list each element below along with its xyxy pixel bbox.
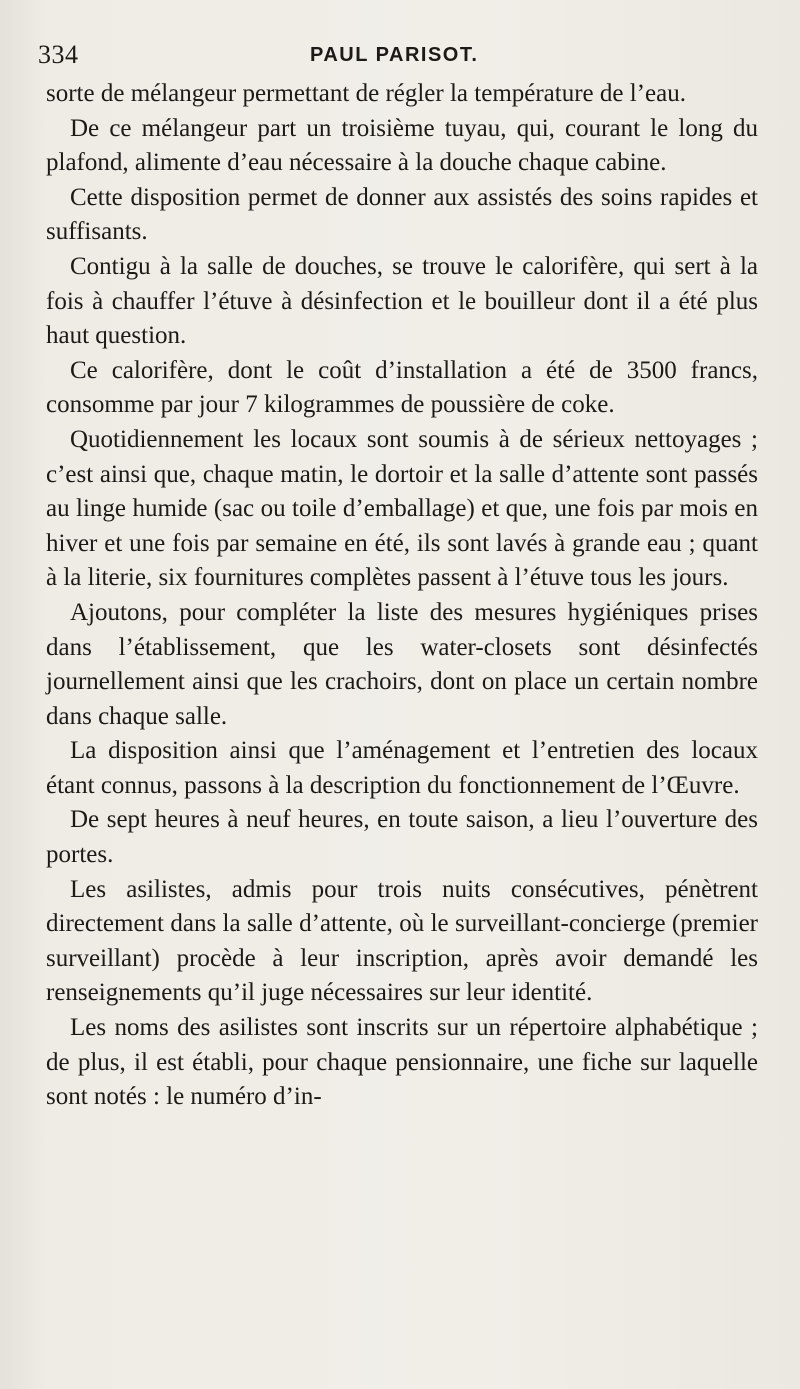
- page-number: 334: [38, 40, 79, 69]
- paragraph: Ajoutons, pour compléter la liste des mesures hygiéniques prises dans l’établissement, que les water-closets sont désinfectés journellement ainsi que les crachoirs, dont on place un certain nombre dans chaque salle.: [46, 598, 758, 730]
- paragraph: De sept heures à neuf heures, en toute saison, a lieu l’ouverture des portes.: [46, 806, 758, 869]
- paragraph: De ce mélangeur part un troisième tuyau, qui, courant le long du plafond, alimente d’eau nécessaire à la douche chaque cabine.: [46, 114, 758, 177]
- paragraph: Quotidiennement les locaux sont soumis à de sérieux nettoyages ; c’est ainsi que, chaque matin, le dortoir et la salle d’attente sont passés au linge humide (sac ou toile d’emballage) et que, une fois par mois en hiver et une fois par semaine en été, ils sont lavés à grande eau ; quant à la literie, six fournitures complètes passent à l’étuve tous les jours.: [46, 425, 758, 592]
- page-header: [38, 40, 758, 76]
- paragraph: Cette disposition permet de donner aux assistés des soins rapides et suffisants.: [46, 183, 758, 246]
- paragraph: Ce calorifère, dont le coût d’installation a été de 3500 francs, consomme par jour 7 kilogrammes de poussière de coke.: [46, 356, 758, 419]
- paragraph-continuation: sorte de mélangeur permettant de régler la température de l’eau.: [46, 80, 686, 107]
- paragraph: La disposition ainsi que l’aménagement et l’entretien des locaux étant connus, passons à la description du fonctionnement de l’Œuvre.: [46, 737, 758, 799]
- paragraph: Contigu à la salle de douches, se trouve le calorifère, qui sert à la fois à chauffer l’étuve à désinfection et le bouilleur dont il a été plus haut question.: [46, 252, 758, 350]
- paragraph: Les asilistes, admis pour trois nuits consécutives, pénètrent directement dans la salle d’attente, où le surveillant-concierge (premier surveillant) procède à leur inscription, après avoir demandé les renseignements qu’il juge nécessaires sur leur identité.: [46, 875, 758, 1007]
- paragraph: Les noms des asilistes sont inscrits sur un répertoire alphabétique ; de plus, il est établi, pour chaque pensionnaire, une fiche sur laquelle sont notés : le numéro d’in-: [46, 1014, 758, 1111]
- body-text: [46, 77, 758, 1115]
- running-head: PAUL PARISOT.: [310, 44, 479, 66]
